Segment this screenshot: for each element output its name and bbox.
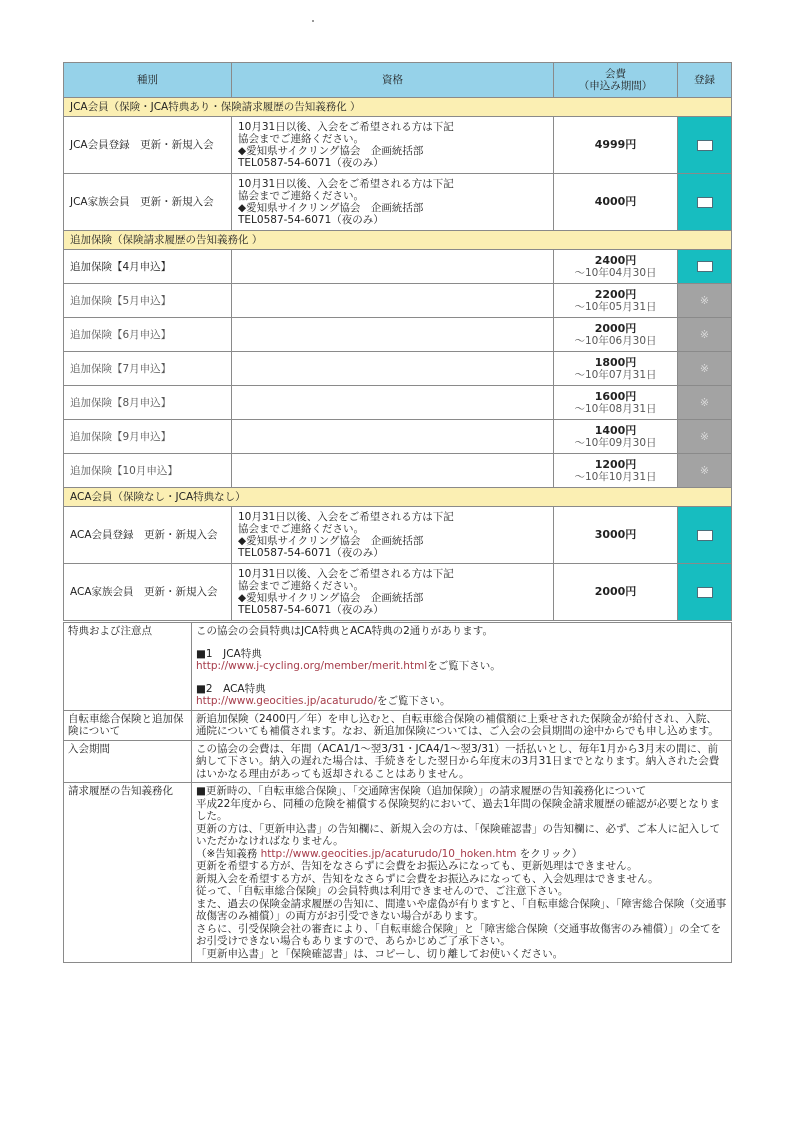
history-link-tail: をクリック） bbox=[516, 847, 583, 860]
row-qualification bbox=[232, 454, 554, 488]
price-value: 2000円 bbox=[594, 585, 637, 598]
notes-row-history bbox=[64, 783, 732, 963]
notes-body bbox=[192, 623, 732, 711]
register-cell-closed: ※ bbox=[678, 352, 732, 386]
notes-label: 特典および注意点 bbox=[64, 623, 192, 711]
row-price bbox=[554, 420, 678, 454]
history-paragraph: 更新を希望する方が、告知をなさらずに会費をお振込みになっても、更新処理はできません。 bbox=[196, 860, 638, 872]
notes-row-benefits bbox=[64, 623, 732, 711]
row-price bbox=[554, 352, 678, 386]
history-link[interactable]: http://www.geocities.jp/acaturudo/10_hoken.htm bbox=[260, 847, 517, 860]
register-cell-closed: ※ bbox=[678, 454, 732, 488]
history-paragraph: さらに、引受保険会社の審査により、「自転車総合保険」と「障害総合保険（交通事故傷害のみ補償）」の全てをお引受けできない場合もありますので、あらかじめご了承下さい。 bbox=[196, 922, 721, 947]
contact-line2: 協会までご連絡ください。 bbox=[238, 580, 364, 592]
row-price bbox=[554, 386, 678, 420]
price-value: 1800円 bbox=[594, 355, 637, 369]
register-cell[interactable] bbox=[678, 250, 732, 284]
table-row-jca-family bbox=[64, 174, 732, 231]
contact-line4: TEL0587-54-6071（夜のみ） bbox=[238, 547, 384, 559]
contact-line3: ◆愛知県サイクリング協会 企画統括部 bbox=[238, 592, 424, 604]
row-qualification bbox=[232, 386, 554, 420]
header-fee-line2: （申込み期間） bbox=[578, 80, 653, 92]
row-price bbox=[554, 564, 678, 621]
history-paragraph: 「更新申込書」と「保険確認書」は、コピーし、切り離してお使いください。 bbox=[196, 947, 564, 960]
section-additional-insurance bbox=[64, 231, 732, 250]
history-paragraph: 平成22年度から、同種の危険を補償する保険契約において、過去1年間の保険金請求履歴の確認が必要となりました。 bbox=[196, 797, 720, 822]
row-price bbox=[554, 117, 678, 174]
price-value: 2000円 bbox=[594, 321, 637, 335]
price-value: 1200円 bbox=[594, 457, 637, 471]
scan-dot bbox=[312, 20, 314, 22]
notes-label: 入会期間 bbox=[64, 740, 192, 783]
table-header-row bbox=[64, 63, 732, 98]
history-paragraph: 従って、「自転車総合保険」の会員特典は利用できませんので、ご注意下さい。 bbox=[196, 885, 569, 897]
section-add-title: 追加保険（保険請求履歴の告知義務化 ） bbox=[64, 231, 732, 250]
contact-line4: TEL0587-54-6071（夜のみ） bbox=[238, 157, 384, 169]
price-until: ～10年04月30日 bbox=[574, 266, 657, 279]
row-kind: JCA会員登録 更新・新規入会 bbox=[64, 117, 232, 174]
price-value: 2200円 bbox=[594, 287, 637, 301]
row-qualification bbox=[232, 117, 554, 174]
contact-line2: 協会までご連絡ください。 bbox=[238, 190, 364, 202]
history-paragraph: 新規入会を希望する方が、告知をなさらずに会費をお振込みになっても、入会処理はできません。 bbox=[196, 872, 659, 885]
row-price bbox=[554, 454, 678, 488]
aca-benefit-heading: ■2 ACA特典 bbox=[196, 682, 266, 695]
table-row-aca-family bbox=[64, 564, 732, 621]
row-kind: ACA会員登録 更新・新規入会 bbox=[64, 507, 232, 564]
price-value: 1600円 bbox=[594, 389, 637, 403]
row-kind: 追加保険【10月申込】 bbox=[64, 454, 232, 488]
contact-line2: 協会までご連絡ください。 bbox=[238, 133, 364, 145]
price-value: 1400円 bbox=[594, 423, 637, 437]
contact-line1: 10月31日以後、入会をご希望される方は下記 bbox=[238, 178, 454, 190]
notes-body: 新追加保険（2400円／年）を申し込むと、自転車総合保険の補償額に上乗せされた保険金が給付され、入院、通院についても補償されます。なお、新追加保険については、ご入会の会員期間の途中からでも申し込めます。 bbox=[192, 710, 732, 740]
notes-row-insurance bbox=[64, 710, 732, 740]
register-cell[interactable] bbox=[678, 564, 732, 621]
row-qualification bbox=[232, 284, 554, 318]
jca-benefit-link[interactable]: http://www.j-cycling.org/member/merit.html bbox=[196, 660, 428, 672]
register-cell[interactable] bbox=[678, 174, 732, 231]
aca-benefit-link-line bbox=[196, 695, 727, 708]
price-until: ～10年08月31日 bbox=[574, 402, 657, 415]
aca-benefit-tail: をご覧下さい。 bbox=[376, 695, 451, 707]
register-cell-closed: ※ bbox=[678, 318, 732, 352]
row-qualification bbox=[232, 352, 554, 386]
price-until: ～10年07月31日 bbox=[574, 368, 657, 381]
header-fee bbox=[554, 63, 678, 98]
row-price bbox=[554, 250, 678, 284]
header-register: 登録 bbox=[678, 63, 732, 98]
table-row-add-apr bbox=[64, 250, 732, 284]
benefits-intro: この協会の会員特典はJCA特典とACA特典の2通りがあります。 bbox=[196, 625, 493, 637]
price-until: ～10年06月30日 bbox=[574, 334, 657, 347]
row-kind: 追加保険【5月申込】 bbox=[64, 284, 232, 318]
contact-line3: ◆愛知県サイクリング協会 企画統括部 bbox=[238, 202, 424, 214]
contact-line3: ◆愛知県サイクリング協会 企画統括部 bbox=[238, 145, 424, 157]
register-checkbox[interactable] bbox=[697, 261, 713, 272]
row-kind: 追加保険【7月申込】 bbox=[64, 352, 232, 386]
price-value: 4999円 bbox=[594, 138, 637, 151]
price-until: ～10年05月31日 bbox=[574, 300, 657, 313]
jca-benefit-link-line bbox=[196, 660, 727, 673]
row-qualification bbox=[232, 174, 554, 231]
section-aca bbox=[64, 488, 732, 507]
notes-body: この協会の会費は、年間（ACA1/1～翌3/31・JCA4/1～翌3/31）一括払いとし、毎年1月から3月末の間に、前納して下さい。納入の遅れた場合は、手続きをした翌日から年度末の3月31日までとなります。納入された会費はいかなる理由があっても返却されることはありません。 bbox=[192, 740, 732, 783]
table-row-add-aug bbox=[64, 386, 732, 420]
section-jca-title: JCA会員（保険・JCA特典あり・保険請求履歴の告知義務化 ） bbox=[64, 98, 732, 117]
price-value: 2400円 bbox=[594, 253, 637, 267]
contact-line4: TEL0587-54-6071（夜のみ） bbox=[238, 604, 384, 616]
contact-line3: ◆愛知県サイクリング協会 企画統括部 bbox=[238, 535, 424, 547]
row-qualification bbox=[232, 507, 554, 564]
contact-line2: 協会までご連絡ください。 bbox=[238, 523, 364, 535]
row-kind: 追加保険【9月申込】 bbox=[64, 420, 232, 454]
register-cell[interactable] bbox=[678, 507, 732, 564]
register-cell-closed: ※ bbox=[678, 420, 732, 454]
row-qualification bbox=[232, 564, 554, 621]
table-row-add-oct bbox=[64, 454, 732, 488]
price-until: ～10年10月31日 bbox=[574, 470, 657, 483]
price-value: 3000円 bbox=[594, 528, 637, 541]
register-checkbox[interactable] bbox=[697, 140, 713, 151]
notes-label: 自転車総合保険と追加保険について bbox=[64, 710, 192, 740]
register-cell[interactable] bbox=[678, 117, 732, 174]
row-kind: 追加保険【8月申込】 bbox=[64, 386, 232, 420]
row-qualification bbox=[232, 318, 554, 352]
jca-benefit-tail: をご覧下さい。 bbox=[427, 660, 501, 672]
row-kind: ACA家族会員 更新・新規入会 bbox=[64, 564, 232, 621]
row-price bbox=[554, 318, 678, 352]
section-jca bbox=[64, 98, 732, 117]
row-kind: JCA家族会員 更新・新規入会 bbox=[64, 174, 232, 231]
history-paragraph: ■更新時の、「自転車総合保険」、「交通障害保険（追加保険）」の請求履歴の告知義務化について bbox=[196, 785, 647, 797]
row-qualification bbox=[232, 250, 554, 284]
register-cell-closed: ※ bbox=[678, 386, 732, 420]
header-kind: 種別 bbox=[64, 63, 232, 98]
header-fee-line1: 会費 bbox=[605, 68, 626, 80]
contact-line1: 10月31日以後、入会をご希望される方は下記 bbox=[238, 511, 454, 523]
membership-fee-table bbox=[63, 62, 732, 621]
row-qualification bbox=[232, 420, 554, 454]
table-row-add-may bbox=[64, 284, 732, 318]
price-until: ～10年09月30日 bbox=[574, 436, 657, 449]
row-kind: 追加保険【6月申込】 bbox=[64, 318, 232, 352]
jca-benefit-heading: ■1 JCA特典 bbox=[196, 647, 262, 660]
contact-line1: 10月31日以後、入会をご希望される方は下記 bbox=[238, 121, 454, 133]
table-row-aca-member bbox=[64, 507, 732, 564]
price-value: 4000円 bbox=[594, 195, 637, 208]
register-checkbox[interactable] bbox=[697, 587, 713, 598]
aca-benefit-link[interactable]: http://www.geocities.jp/acaturudo/ bbox=[196, 695, 377, 707]
section-aca-title: ACA会員（保険なし・JCA特典なし） bbox=[64, 488, 732, 507]
table-row-jca-member bbox=[64, 117, 732, 174]
contact-line4: TEL0587-54-6071（夜のみ） bbox=[238, 214, 384, 226]
header-qualification: 資格 bbox=[232, 63, 554, 98]
register-checkbox[interactable] bbox=[697, 530, 713, 541]
history-paragraph: 更新の方は、「更新申込書」の告知欄に、新規入会の方は、「保険確認書」の告知欄に、必ず、ご本人に記入していただかなければなりません。 bbox=[196, 822, 721, 847]
table-row-add-jul bbox=[64, 352, 732, 386]
contact-line1: 10月31日以後、入会をご希望される方は下記 bbox=[238, 568, 454, 580]
register-cell-closed: ※ bbox=[678, 284, 732, 318]
notes-body bbox=[192, 783, 732, 963]
table-row-add-sep bbox=[64, 420, 732, 454]
row-price bbox=[554, 284, 678, 318]
notes-label: 請求履歴の告知義務化 bbox=[64, 783, 192, 963]
notes-row-period bbox=[64, 740, 732, 783]
history-link-head: （※告知義務 bbox=[196, 847, 261, 860]
history-link-line bbox=[196, 848, 727, 861]
row-kind: 追加保険【4月申込】 bbox=[64, 250, 232, 284]
row-price bbox=[554, 174, 678, 231]
notes-table bbox=[63, 622, 732, 963]
history-paragraph: また、過去の保険金請求履歴の告知に、間違いや虚偽が有りますと、「自転車総合保険」、「障害総合保険（交通事故傷害のみ補償）」の両方がお引受できない場合があります。 bbox=[196, 897, 727, 922]
register-checkbox[interactable] bbox=[697, 197, 713, 208]
row-price bbox=[554, 507, 678, 564]
table-row-add-jun bbox=[64, 318, 732, 352]
